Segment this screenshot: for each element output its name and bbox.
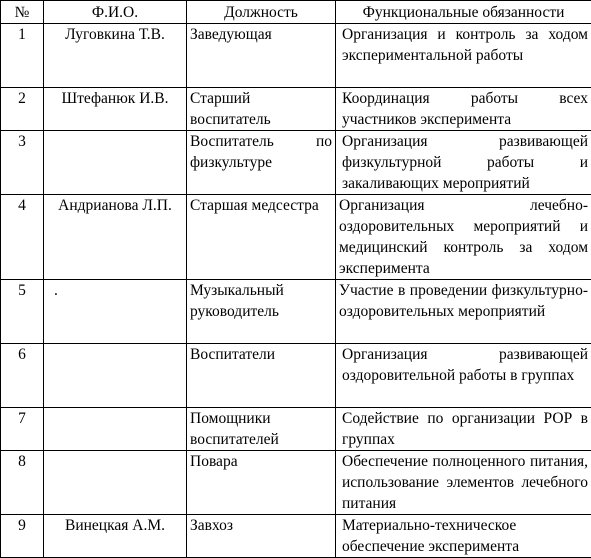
header-duties: Функциональные обязанности <box>336 1 591 24</box>
row-fio <box>44 344 187 408</box>
row-duties: Участие в проведении физкультурно-оздоровительных мероприятий <box>336 280 591 344</box>
table-row <box>1 451 591 515</box>
table-header-row <box>1 1 591 24</box>
table-row <box>1 344 591 408</box>
row-position: Заведующая <box>187 24 336 88</box>
row-position: Повара <box>187 451 336 515</box>
row-num: 1 <box>1 24 44 88</box>
row-position: Старшая медсестра <box>187 195 336 280</box>
row-position: Помощники воспитателей <box>187 408 336 451</box>
row-num: 3 <box>1 131 44 195</box>
table-row <box>1 24 591 88</box>
header-num: № <box>1 1 44 24</box>
row-num: 7 <box>1 408 44 451</box>
row-fio <box>44 408 187 451</box>
row-fio <box>44 451 187 515</box>
row-position: Воспитатели <box>187 344 336 408</box>
table-row <box>1 408 591 451</box>
header-position: Должность <box>187 1 336 24</box>
row-duties: Материально-техническое обеспечение эксперимента <box>336 515 591 558</box>
row-duties: Обеспечение полноценного питания, использование элементов лечебного питания <box>336 451 591 515</box>
row-duties: Организация развивающей оздоровительной работы в группах <box>336 344 591 408</box>
row-duties: Организация лечебно-оздоровительных мероприятий и медицинский контроль за ходом эксперимента <box>336 195 591 280</box>
row-position: Завхоз <box>187 515 336 558</box>
row-position: Музыкальный руководитель <box>187 280 336 344</box>
row-fio: Луговкина Т.В. <box>44 24 187 88</box>
row-fio: Штефанюк И.В. <box>44 88 187 131</box>
row-num: 2 <box>1 88 44 131</box>
row-fio: Винецкая А.М. <box>44 515 187 558</box>
table-row <box>1 280 591 344</box>
header-fio: Ф.И.О. <box>44 1 187 24</box>
row-fio: . <box>44 280 187 344</box>
row-duties: Организация и контроль за ходом экспериментальной работы <box>336 24 591 88</box>
row-duties: Содействие по организации РОР в группах <box>336 408 591 451</box>
row-num: 4 <box>1 195 44 280</box>
table-row <box>1 515 591 558</box>
row-position: Воспитатель по физкультуре <box>187 131 336 195</box>
table-row <box>1 131 591 195</box>
row-duties: Координация работы всех участников эксперимента <box>336 88 591 131</box>
row-fio: Андрианова Л.П. <box>44 195 187 280</box>
row-num: 5 <box>1 280 44 344</box>
table-row <box>1 88 591 131</box>
row-num: 8 <box>1 451 44 515</box>
row-num: 9 <box>1 515 44 558</box>
row-fio <box>44 131 187 195</box>
table-row <box>1 195 591 280</box>
row-num: 6 <box>1 344 44 408</box>
row-position: Старший воспитатель <box>187 88 336 131</box>
row-duties: Организация развивающей физкультурной работы и закаливающих мероприятий <box>336 131 591 195</box>
